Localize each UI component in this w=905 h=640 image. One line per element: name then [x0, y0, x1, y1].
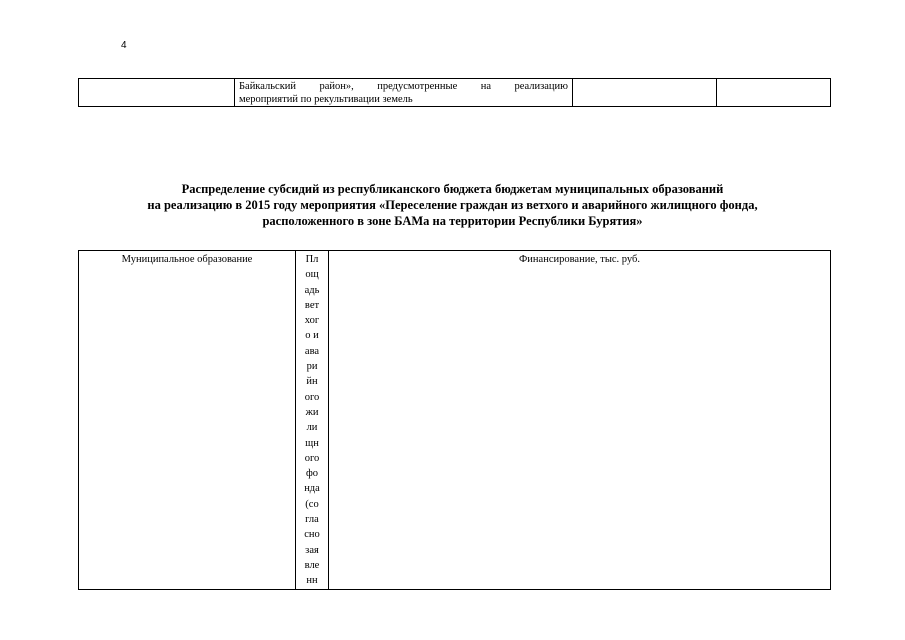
- cell-text-line-2: мероприятий по рекультивации земель: [239, 94, 413, 105]
- header-area-fragment: ого: [304, 452, 320, 464]
- header-area-fragment: (со: [305, 498, 319, 510]
- header-area-fragment: гла: [305, 514, 319, 526]
- header-area-fragment: нда: [304, 483, 320, 495]
- header-municipality-label: Муниципальное образование: [121, 254, 253, 265]
- header-area-fragment: Пл: [305, 254, 319, 265]
- subsidy-table: [78, 250, 831, 590]
- header-area: [296, 251, 329, 590]
- header-area-fragment: нн: [306, 575, 318, 587]
- table-cell-text: [235, 79, 573, 107]
- header-area-fragment: вет: [304, 299, 320, 311]
- table-row: [79, 79, 831, 107]
- header-area-fragment: ого: [304, 391, 320, 403]
- header-municipality: [79, 251, 296, 590]
- header-area-fragment: вле: [304, 559, 320, 571]
- heading-line-3: расположенного в зоне БАМа на территории Республики Бурятия»: [262, 214, 643, 228]
- header-area-fragment: о и: [305, 330, 319, 342]
- header-area-fragment: щн: [305, 437, 319, 449]
- continuation-table: [78, 78, 831, 107]
- heading-line-1: Распределение субсидий из республиканского бюджета бюджетам муниципальных образований: [181, 182, 724, 196]
- table-header-row: [79, 251, 831, 590]
- header-area-fragment: ава: [304, 345, 320, 357]
- table-cell-empty: [717, 79, 831, 107]
- header-area-fragment: фо: [305, 468, 319, 480]
- header-area-fragment: ли: [306, 422, 318, 434]
- header-area-fragment: сно: [304, 529, 320, 541]
- header-area-label: [296, 251, 328, 589]
- header-financing-label: Финансирование, тыс. руб.: [519, 254, 640, 265]
- table-cell-empty: [573, 79, 717, 107]
- header-area-fragment: адь: [304, 284, 320, 296]
- header-financing: [329, 251, 831, 590]
- section-heading: [60, 181, 845, 229]
- header-area-fragment: ощ: [305, 269, 319, 281]
- header-area-fragment: хог: [304, 315, 320, 327]
- heading-line-2: на реализацию в 2015 году мероприятия «Переселение граждан из ветхого и аварийного жилищного фонда,: [147, 198, 758, 212]
- table-cell-empty: [79, 79, 235, 107]
- cell-text-line-1: Байкальский район», предусмотренные на реализацию: [239, 81, 568, 92]
- header-area-fragment: йн: [306, 376, 318, 388]
- header-area-fragment: зая: [305, 544, 319, 556]
- header-area-fragment: жи: [305, 406, 319, 418]
- header-area-fragment: ри: [306, 361, 318, 373]
- page-number: 4: [121, 40, 127, 51]
